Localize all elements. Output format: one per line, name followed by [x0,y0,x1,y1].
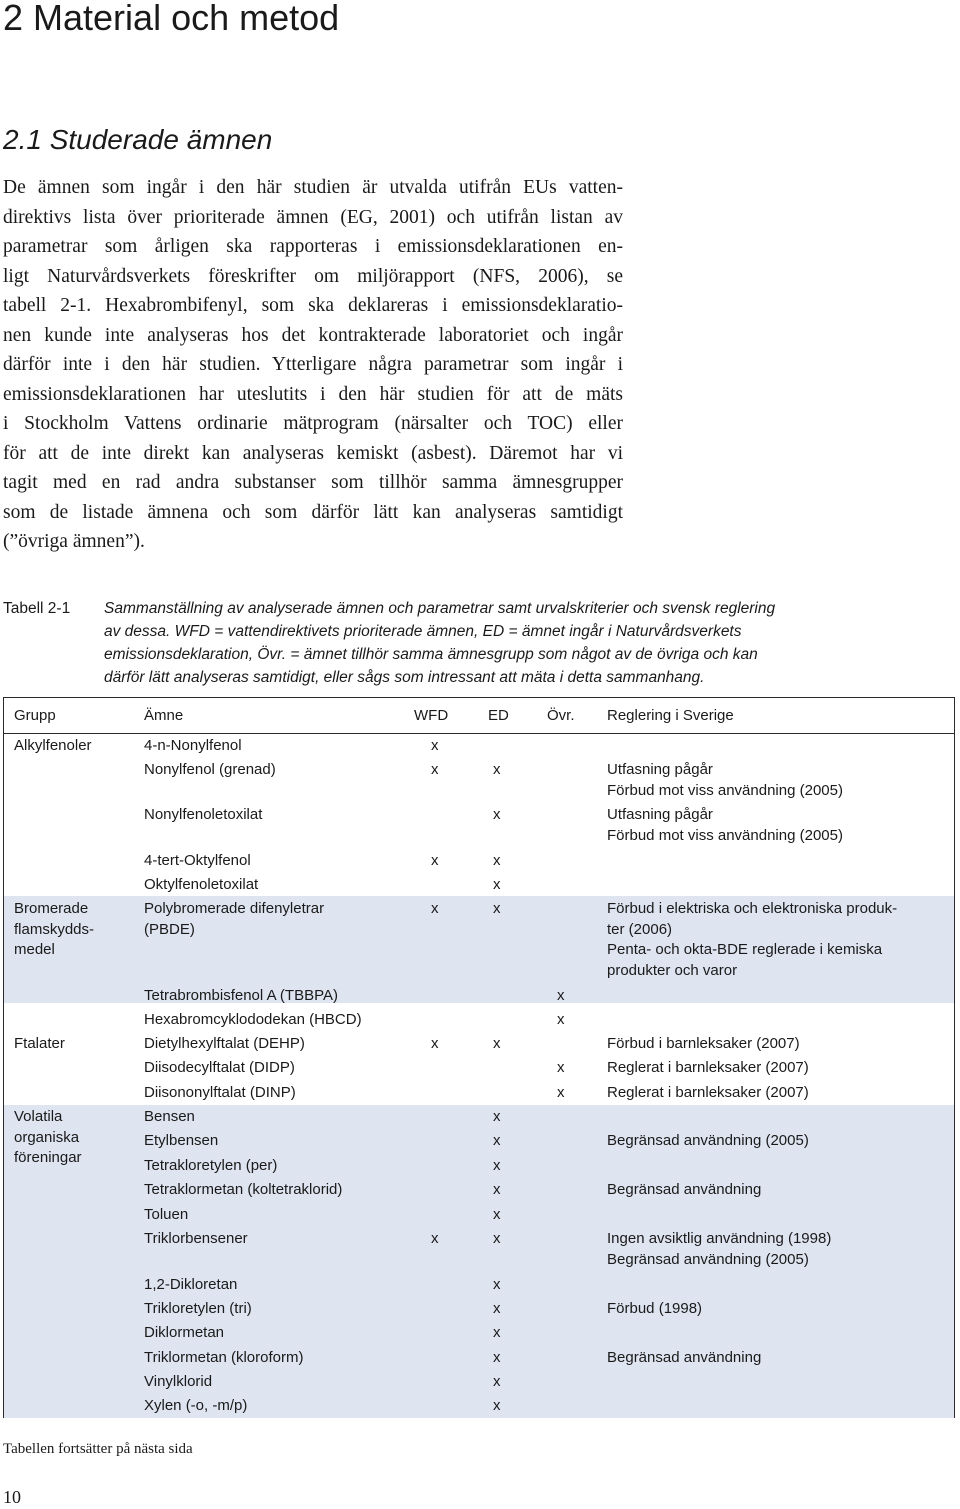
substance-name: Nonylfenoletoxilat [144,806,263,823]
subsection-heading: 2.1 Studerade ämnen [3,124,273,155]
substance-name: Tetraklormetan (koltetraklorid) [144,1181,343,1198]
regulation-text: Begränsad användning [607,1349,762,1366]
regulation-text: Förbud (1998) [607,1300,703,1317]
substance-name: Etylbensen [144,1132,219,1149]
substance-name: Triklorbensener [144,1230,248,1247]
substance-name: Oktylfenoletoxilat [144,876,259,893]
regulation-text: produkter och varor [607,961,738,979]
ed-mark: x [493,761,501,778]
substance-name: Toluen [144,1206,189,1223]
regulation-text: Reglerat i barnleksaker (2007) [607,1084,809,1101]
ed-mark: x [493,1349,501,1366]
ed-mark: x [493,1230,501,1247]
ed-mark: x [493,1397,501,1414]
ed-mark: x [493,852,501,869]
regulation-text: Begränsad användning (2005) [607,1250,809,1268]
regulation-text: Förbud i barnleksaker (2007) [607,1035,800,1052]
regulation-text: Begränsad användning (2005) [607,1132,809,1149]
ovr-mark: x [557,1011,565,1028]
paragraph-line: nen kunde inte analyseras hos det kontrakterade laboratoriet och ingår [3,324,623,346]
paragraph-line: ligt Naturvårdsverkets föreskrifter om miljörapport (NFS, 2006), se [3,265,623,287]
table-caption-label: Tabell 2-1 [3,600,71,617]
ed-mark: x [493,1108,501,1125]
wfd-mark: x [431,761,439,778]
regulation-text: Begränsad användning [607,1181,762,1198]
ed-mark: x [493,1300,501,1317]
substance-name: 1,2-Dikloretan [144,1276,238,1293]
wfd-mark: x [431,737,439,754]
body-paragraph [3,173,623,557]
paragraph-line: för att de inte direkt kan analyseras kemiskt (asbest). Däremot har vi [3,442,623,464]
group-label: flamskydds- [14,920,95,938]
substance-name: Triklormetan (kloroform) [144,1349,304,1366]
ed-mark: x [493,900,501,917]
substance-name: (PBDE) [144,920,195,938]
paragraph-line: i Stockholm Vattens ordinarie mätprogram (närsalter och TOC) eller [3,413,623,434]
caption-line: Sammanställning av analyserade ämnen och parametrar samt urvalskriterier och svensk reglering [104,600,776,617]
substance-name: Tetrakloretylen (per) [144,1157,278,1174]
paragraph-line: direktivs lista över prioriterade ämnen (EG, 2001) och utifrån listan av [3,206,623,228]
substance-name: Dietylhexylftalat (DEHP) [144,1035,305,1052]
substance-name: 4-tert-Oktylfenol [144,852,251,869]
regulation-text: Utfasning pågår [607,761,713,778]
substance-name: Diisodecylftalat (DIDP) [144,1059,295,1076]
paragraph-line: emissionsdeklarationen har uteslutits i den här studien för att de mäts [3,383,623,405]
caption-line: av dessa. WFD = vattendirektivets prioriterade ämnen, ED = ämnet ingår i Naturvårdsverkets [104,623,742,640]
regulation-text: Penta- och okta-BDE reglerade i kemiska [607,941,883,958]
substance-name: Polybromerade difenyletrar [144,900,325,917]
ed-mark: x [493,1276,501,1293]
group-label: Bromerade [14,900,89,917]
ed-mark: x [493,1132,501,1149]
wfd-mark: x [431,1035,439,1052]
paragraph-line: tabell 2-1. Hexabrombifenyl, som ska deklareras i emissionsdeklaratio- [3,295,623,316]
group-label: organiska [14,1128,80,1146]
paragraph-line: (”övriga ämnen”). [3,531,145,552]
caption-line: därför lätt analyseras samtidigt, eller sågs som intressant att mäta i detta sammanhang. [104,669,705,686]
group-label: föreningar [14,1149,82,1166]
regulation-text: Reglerat i barnleksaker (2007) [607,1059,809,1076]
ed-mark: x [493,1206,501,1223]
ovr-mark: x [557,1084,565,1101]
group-label: Ftalater [14,1035,65,1052]
substance-name: Vinylklorid [144,1373,213,1390]
col-header-wfd: WFD [414,707,449,724]
col-header-amne: Ämne [144,707,184,724]
substance-name: Bensen [144,1108,195,1125]
substance-name: 4-n-Nonylfenol [144,737,242,754]
substance-name: Diklormetan [144,1324,225,1341]
col-header-reglering: Reglering i Sverige [607,707,734,724]
group-label: Volatila [14,1108,63,1125]
col-header-ovr: Övr. [547,707,575,724]
regulation-text: Förbud i elektriska och elektroniska produk- [607,900,898,917]
substance-name: Xylen (-o, -m/p) [144,1397,248,1414]
paragraph-line: som de listade ämnena och som därför lätt kan analyseras samtidigt [3,501,623,523]
paragraph-line: De ämnen som ingår i den här studien är utvalda utifrån EUs vatten- [3,177,623,198]
paragraph-line: parametrar som årligen ska rapporteras i emissionsdeklarationen en- [3,236,623,257]
wfd-mark: x [431,900,439,917]
ed-mark: x [493,1157,501,1174]
ed-mark: x [493,1181,501,1198]
regulation-text: ter (2006) [607,920,673,938]
col-header-ed: ED [488,707,509,724]
wfd-mark: x [431,1230,439,1247]
section-heading: 2 Material och metod [3,0,340,38]
ed-mark: x [493,806,501,823]
table-continues-note: Tabellen fortsätter på nästa sida [3,1441,193,1457]
regulation-text: Förbud mot viss användning (2005) [607,826,843,844]
table-caption [104,597,924,689]
page-number: 10 [3,1487,21,1507]
ed-mark: x [493,876,501,893]
substance-name: Hexabromcyklododekan (HBCD) [144,1011,362,1028]
ovr-mark: x [557,1059,565,1076]
group-label: medel [14,941,55,958]
caption-line: emissionsdeklaration, Övr. = ämnet tillhör samma ämnesgrupp som något av de övriga och kan [104,646,758,663]
substances-table [3,697,955,1418]
ovr-mark: x [557,987,565,1004]
paragraph-line: därför inte i den här studien. Ytterligare några parametrar som ingår i [3,354,623,375]
wfd-mark: x [431,852,439,869]
substance-name: Diisononylftalat (DINP) [144,1084,296,1101]
substance-name: Tetrabrombisfenol A (TBBPA) [144,987,338,1004]
paragraph-line: tagit med en rad andra substanser som tillhör samma ämnesgrupper [3,472,623,493]
substance-name: Nonylfenol (grenad) [144,761,276,778]
header-rule [4,733,954,734]
regulation-text: Utfasning pågår [607,806,713,823]
regulation-text: Förbud mot viss användning (2005) [607,781,843,799]
ed-mark: x [493,1324,501,1341]
group-label: Alkylfenoler [14,737,92,754]
ed-mark: x [493,1035,501,1052]
col-header-grupp: Grupp [14,707,56,724]
regulation-text: Ingen avsiktlig användning (1998) [607,1230,832,1247]
substance-name: Trikloretylen (tri) [144,1300,252,1317]
ed-mark: x [493,1373,501,1390]
